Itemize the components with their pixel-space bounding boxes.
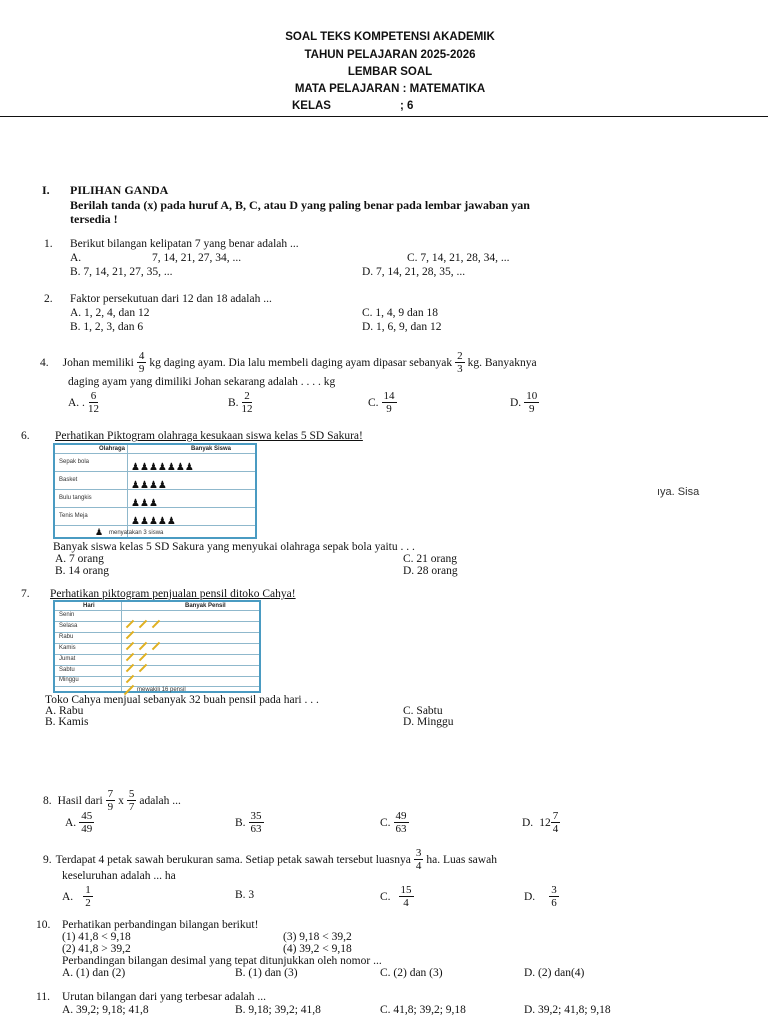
q8-option-b — [235, 810, 267, 835]
q10-statement-1: (1) 41,8 < 9,18 — [62, 931, 131, 943]
person-icon: ♟ — [148, 516, 158, 527]
q6-row-icons-bulu-tangkis — [131, 493, 158, 511]
header-subject: MATA PELAJARAN : MATEMATIKA — [294, 83, 486, 95]
q7-option-d: D. Minggu — [403, 716, 454, 728]
q4-number: 4. — [40, 356, 49, 369]
person-icon: ♟ — [139, 498, 149, 509]
q1-option-a: 7, 14, 21, 27, 34, ... — [152, 252, 242, 264]
person-icon: ♟ — [166, 462, 176, 473]
q8-option-d-label: D. — [522, 816, 534, 829]
q8-option-b-num: 35 — [250, 810, 262, 822]
q6-text: Perhatikan Piktogram olahraga kesukaan siswa kelas 5 SD Sakura! — [55, 430, 363, 442]
q4-option-d-den: 9 — [528, 403, 535, 415]
q4-fraction-1-den: 9 — [138, 363, 145, 375]
q4-fraction-2-num: 2 — [457, 350, 463, 362]
q8-option-a — [65, 810, 97, 835]
q1-option-c: C. 7, 14, 21, 28, 34, ... — [407, 252, 510, 264]
q7-text: Perhatikan piktogram penjualan pensil ditoko Cahya! — [50, 588, 296, 600]
q10-statement-4: (4) 39,2 < 9,18 — [283, 943, 352, 955]
person-icon: ♟ — [148, 498, 158, 509]
q6-row-icons-sepak-bola — [131, 457, 194, 475]
q7-number: 7. — [21, 588, 30, 600]
q1-number: 1. — [44, 238, 53, 250]
q4-option-a — [68, 390, 102, 415]
q11-option-d: D. 39,2; 41,8; 9,18 — [524, 1004, 611, 1016]
q7-column-divider — [121, 602, 122, 691]
q9-option-d-label: D. — [524, 890, 536, 903]
q4-fraction-1 — [137, 350, 147, 375]
q9-option-d-num: 3 — [551, 884, 557, 896]
q8-operator: x — [118, 794, 124, 807]
q1-option-a-label: A. — [70, 252, 82, 264]
q10-number: 10. — [36, 919, 51, 931]
q9-text-2: ha. Luas sawah — [426, 853, 497, 866]
q9-fraction-num: 3 — [415, 847, 422, 859]
q6-column-divider — [127, 445, 128, 537]
q2-number: 2. — [44, 293, 53, 305]
q4-option-c — [368, 390, 400, 415]
q8-fraction-2-num: 5 — [128, 788, 135, 800]
q6-option-b: B. 14 orang — [55, 565, 109, 577]
q9-question-line — [43, 847, 497, 872]
q7-row-divider — [55, 665, 259, 666]
q9-option-a-label: A. — [62, 890, 74, 903]
q9-option-a-den: 2 — [85, 897, 91, 909]
q6-row-label: Sepak bola — [59, 459, 90, 465]
q8-fraction-1-num: 7 — [107, 788, 114, 800]
pencil-icon — [139, 620, 147, 628]
q7-row-divider — [55, 676, 259, 677]
person-icon: ♟ — [139, 516, 149, 527]
header-title: SOAL TEKS KOMPETENSI AKADEMIK — [285, 31, 495, 43]
q2-option-a: A. 1, 2, 4, dan 12 — [70, 307, 150, 319]
q6-row-label: Tenis Meja — [59, 513, 88, 519]
q9-option-a-num: 1 — [85, 884, 91, 896]
q8-option-d-whole: 12 — [539, 816, 551, 829]
q4-text-line-2: daging ayam yang dimiliki Johan sekarang adalah . . . . kg — [68, 376, 336, 388]
q7-legend: mewakili 16 pensil — [137, 687, 186, 693]
q9-option-d-fraction — [549, 884, 559, 909]
q4-text-1: Johan memiliki — [62, 356, 134, 369]
q4-option-a-num: 6 — [90, 390, 97, 402]
q6-row-icons-basket — [131, 475, 167, 493]
section-number: I. — [42, 183, 50, 197]
q4-text-3: kg. Banyaknya — [467, 356, 537, 369]
q9-fraction-den: 4 — [415, 860, 422, 872]
q7-row-label: Minggu — [59, 677, 79, 683]
q7-row-divider — [55, 610, 259, 611]
q7-row-label: Senin — [59, 612, 75, 618]
q9-option-c-den: 4 — [403, 897, 409, 909]
q8-fraction-2-den: 7 — [128, 801, 135, 813]
q6-row-label: Bulu tangkis — [59, 495, 92, 501]
q4-fraction-2-den: 3 — [457, 363, 463, 375]
person-icon: ♟ — [131, 516, 140, 527]
q6-option-c: C. 21 orang — [403, 553, 457, 565]
q4-option-a-label: A. . — [68, 396, 85, 409]
q4-option-b — [228, 390, 256, 415]
person-icon: ♟ — [148, 462, 158, 473]
q2-option-c: C. 1, 4, 9 dan 18 — [362, 307, 439, 319]
q7-row-label: Jumat — [59, 656, 76, 662]
q7-row-label: Kamis — [59, 645, 76, 651]
q1-text: Berikut bilangan kelipatan 7 yang benar adalah ... — [70, 238, 299, 250]
q8-text-1: Hasil dari — [57, 794, 103, 807]
q4-option-d — [510, 390, 542, 415]
q7-option-b: B. Kamis — [45, 716, 89, 728]
person-icon: ♟ — [166, 516, 176, 527]
q8-option-d-num: 7 — [552, 810, 559, 822]
person-icon: ♟ — [148, 480, 158, 491]
q6-number: 6. — [21, 430, 30, 442]
section-instruction-1: Berilah tanda (x) pada huruf A, B, C, atau D yang paling benar pada lembar jawaban yan — [70, 198, 530, 212]
q9-number: 9. — [43, 853, 52, 866]
q8-fraction-2 — [127, 788, 137, 813]
q8-text-2: adalah ... — [139, 794, 181, 807]
q4-option-b-fraction — [242, 390, 253, 415]
person-icon: ♟ — [184, 462, 194, 473]
q8-option-d-fraction — [551, 810, 561, 835]
q8-option-d — [522, 810, 563, 835]
q7-col-header-count: Banyak Pensil — [185, 603, 226, 609]
q8-option-a-label: A. — [65, 816, 77, 829]
header-year: TAHUN PELAJARAN 2025-2026 — [304, 49, 476, 61]
q7-row-label: Selasa — [59, 623, 78, 629]
q10-option-a: A. (1) dan (2) — [62, 967, 126, 979]
q4-text-2: kg daging ayam. Dia lalu membeli daging ayam dipasar sebanyak — [149, 356, 453, 369]
q6-pictogram-table — [53, 443, 257, 539]
q8-option-c-num: 49 — [395, 810, 407, 822]
q8-option-b-fraction — [249, 810, 264, 835]
q6-row-divider — [55, 453, 255, 454]
q10-statement-3: (3) 9,18 < 39,2 — [283, 931, 352, 943]
q11-option-b: B. 9,18; 39,2; 41,8 — [235, 1004, 321, 1016]
section-instruction-2: tersedia ! — [70, 212, 118, 226]
q7-pictogram-table — [53, 600, 261, 693]
q6-question: Banyak siswa kelas 5 SD Sakura yang menyukai olahraga sepak bola yaitu . . . — [53, 541, 415, 553]
q8-fraction-1-den: 9 — [107, 801, 114, 813]
q2-text: Faktor persekutuan dari 12 dan 18 adalah ... — [70, 293, 272, 305]
q9-option-c — [380, 884, 417, 909]
q4-option-b-label: B. — [228, 396, 239, 409]
q10-text: Perhatikan perbandingan bilangan berikut! — [62, 919, 259, 931]
q8-option-b-label: B. — [235, 816, 246, 829]
q6-col-header-sport: Olahraga — [99, 446, 126, 452]
person-icon: ♟ — [95, 527, 104, 537]
q6-col-header-count: Banyak Siswa — [191, 446, 232, 452]
q10-option-d: D. (2) dan(4) — [524, 967, 585, 979]
q8-option-b-den: 63 — [250, 823, 262, 835]
q2-option-b: B. 1, 2, 3, dan 6 — [70, 321, 144, 333]
q4-option-c-label: C. — [368, 396, 379, 409]
section-title: PILIHAN GANDA — [70, 183, 169, 197]
q4-fraction-2 — [455, 350, 465, 375]
pencil-icon — [139, 664, 147, 672]
q9-text-line-2: keseluruhan adalah ... ha — [62, 870, 176, 882]
q9-option-c-label: C. — [380, 890, 391, 903]
q10-option-c: C. (2) dan (3) — [380, 967, 443, 979]
pencil-icon — [152, 642, 160, 650]
q4-option-c-fraction — [382, 390, 397, 415]
q9-option-b: B. 3 — [235, 889, 255, 901]
q7-row-label: Rabu — [59, 634, 74, 640]
q8-number: 8. — [43, 794, 52, 807]
q4-fraction-1-num: 4 — [138, 350, 145, 362]
q4-option-a-fraction — [88, 390, 99, 415]
pencil-icon — [152, 620, 160, 628]
q11-number: 11. — [36, 991, 50, 1003]
q9-text-1: Terdapat 4 petak sawah berukuran sama. Setiap petak sawah tersebut luasnya — [55, 853, 411, 866]
person-icon: ♟ — [175, 462, 185, 473]
person-icon: ♟ — [157, 516, 167, 527]
q7-question: Toko Cahya menjual sebanyak 32 buah pensil pada hari . . . — [45, 694, 319, 706]
q8-fraction-1 — [106, 788, 116, 813]
header-class-label: KELAS — [292, 100, 331, 112]
q4-option-d-fraction — [524, 390, 539, 415]
q1-option-b: B. 7, 14, 21, 27, 35, ... — [70, 266, 173, 278]
person-icon: ♟ — [131, 462, 140, 473]
q10-question: Perbandingan bilangan desimal yang tepat ditunjukkan oleh nomor ... — [62, 955, 382, 967]
q9-option-a — [62, 884, 96, 909]
q9-option-d-den: 6 — [551, 897, 557, 909]
q8-option-c-label: C. — [380, 816, 391, 829]
q9-option-a-fraction — [83, 884, 93, 909]
person-icon: ♟ — [139, 462, 149, 473]
q8-option-a-fraction — [79, 810, 94, 835]
q8-option-c — [380, 810, 412, 835]
q8-option-c-fraction — [394, 810, 409, 835]
q6-row-label: Basket — [59, 477, 78, 483]
q7-row-label: Sabtu — [59, 667, 75, 673]
q9-option-c-num: 15 — [400, 884, 412, 896]
q6-side-text: ıya. Sisa — [657, 486, 700, 498]
q1-option-d: D. 7, 14, 21, 28, 35, ... — [362, 266, 466, 278]
q4-question-line — [40, 350, 537, 375]
q6-option-d: D. 28 orang — [403, 565, 458, 577]
q6-row-icons-tenis-meja — [131, 511, 176, 529]
q8-option-d-den: 4 — [552, 823, 559, 835]
header-sheet: LEMBAR SOAL — [347, 66, 433, 78]
header-divider — [0, 116, 768, 117]
q4-option-b-num: 2 — [244, 390, 250, 402]
person-icon: ♟ — [131, 480, 140, 491]
q4-option-c-den: 9 — [386, 403, 392, 415]
q11-text: Urutan bilangan dari yang terbesar adalah ... — [62, 991, 267, 1003]
q8-option-c-den: 63 — [395, 823, 407, 835]
person-icon: ♟ — [157, 462, 167, 473]
q7-option-c: C. Sabtu — [403, 705, 443, 717]
q7-col-header-day: Hari — [83, 603, 95, 609]
q8-option-a-den: 49 — [81, 823, 93, 835]
person-icon: ♟ — [157, 480, 167, 491]
person-icon: ♟ — [139, 480, 149, 491]
q9-option-d — [524, 884, 562, 909]
q4-option-a-den: 12 — [87, 403, 99, 415]
q7-option-a: A. Rabu — [45, 705, 84, 717]
q4-option-b-den: 12 — [241, 403, 253, 415]
q11-option-c: C. 41,8; 39,2; 9,18 — [380, 1004, 466, 1016]
person-icon: ♟ — [131, 498, 140, 509]
q8-option-a-num: 45 — [81, 810, 93, 822]
q10-option-b: B. (1) dan (3) — [235, 967, 298, 979]
q2-option-d: D. 1, 6, 9, dan 12 — [362, 321, 442, 333]
q6-legend: menyatakan 3 siswa — [109, 530, 164, 536]
q8-question-line — [43, 788, 181, 813]
q11-option-a: A. 39,2; 9,18; 41,8 — [62, 1004, 149, 1016]
header-class-value: ; 6 — [400, 100, 414, 112]
q4-option-c-num: 14 — [383, 390, 395, 402]
q9-fraction — [414, 847, 424, 872]
q4-option-d-num: 10 — [526, 390, 538, 402]
q9-option-c-fraction — [399, 884, 414, 909]
q10-statement-2: (2) 41,8 > 39,2 — [62, 943, 131, 955]
q6-option-a: A. 7 orang — [55, 553, 104, 565]
q4-option-d-label: D. — [510, 396, 522, 409]
